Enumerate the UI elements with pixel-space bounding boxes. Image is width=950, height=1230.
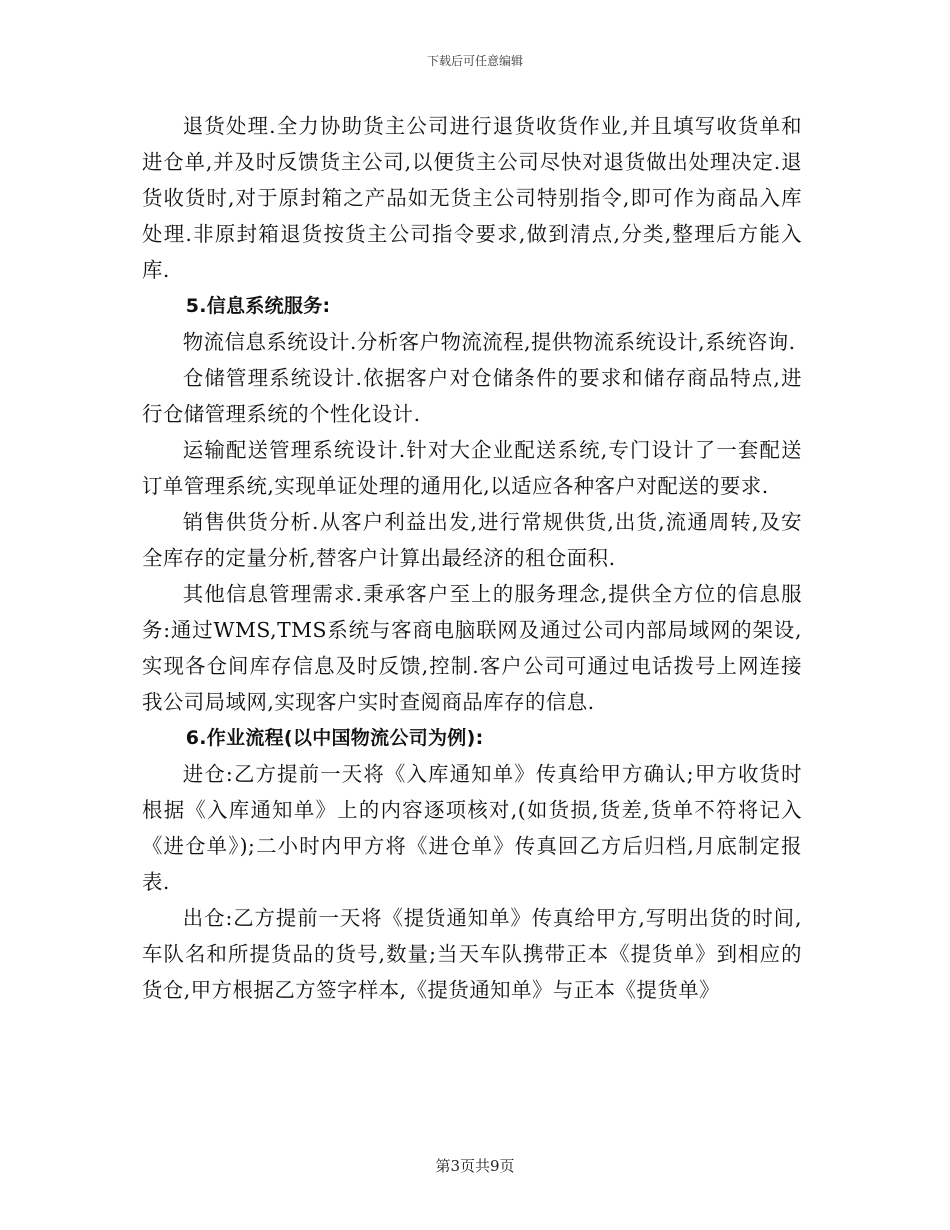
paragraph-sales-supply-analysis: 销售供货分析.从客户利益出发,进行常规供货,出货,流通周转,及安全库存的定量分析,替客户计算出最经济的租仓面积. bbox=[142, 510, 802, 570]
page-header: 下载后可任意编辑 bbox=[426, 54, 523, 68]
paragraph-warehouse-system-design: 仓储管理系统设计.依据客户对仓储条件的要求和储存商品特点,进行仓储管理系统的个性化设计. bbox=[142, 366, 802, 426]
paragraph-returns: 退货处理.全力协助货主公司进行退货收货作业,并且填写收货单和进仓单,并及时反馈货主公司,以便货主公司尽快对退货做出处理决定.退货收货时,对于原封箱之产品如无货主公司特别指令,即可作为商品入库处理.非原封箱退货按货主公司指令要求,做到清点,分类,整理后方能入库. bbox=[142, 114, 802, 282]
paragraph-inbound: 进仓:乙方提前一天将《入库通知单》传真给甲方确认;甲方收货时根据《入库通知单》上的内容逐项核对,(如货损,货差,货单不符将记入《进仓单》);二小时内甲方将《进仓单》传真回乙方后归档,月底制定报表. bbox=[142, 762, 802, 894]
paragraph-other-info-needs: 其他信息管理需求.秉承客户至上的服务理念,提供全方位的信息服务:通过WMS,TMS系统与客商电脑联网及通过公司内部局域网的架设,实现各仓间库存信息及时反馈,控制.客户公司可通过电话拨号上网连接我公司局域网,实现客户实时查阅商品库存的信息. bbox=[142, 582, 802, 714]
paragraph-outbound: 出仓:乙方提前一天将《提货通知单》传真给甲方,写明出货的时间,车队名和所提货品的货号,数量;当天车队携带正本《提货单》到相应的货仓,甲方根据乙方签字样本,《提货通知单》与正本《提货单》 bbox=[142, 906, 802, 1002]
paragraph-delivery-system-design: 运输配送管理系统设计.针对大企业配送系统,专门设计了一套配送订单管理系统,实现单证处理的通用化,以适应各种客户对配送的要求. bbox=[142, 438, 802, 498]
section-heading-info-system: 5.信息系统服务: bbox=[185, 295, 331, 317]
page-number: 第3页共9页 bbox=[435, 1157, 515, 1175]
document-body bbox=[142, 108, 802, 1008]
paragraph-logistics-info-design: 物流信息系统设计.分析客户物流流程,提供物流系统设计,系统咨询. bbox=[182, 330, 796, 354]
section-heading-workflow: 6.作业流程(以中国物流公司为例): bbox=[185, 727, 484, 749]
